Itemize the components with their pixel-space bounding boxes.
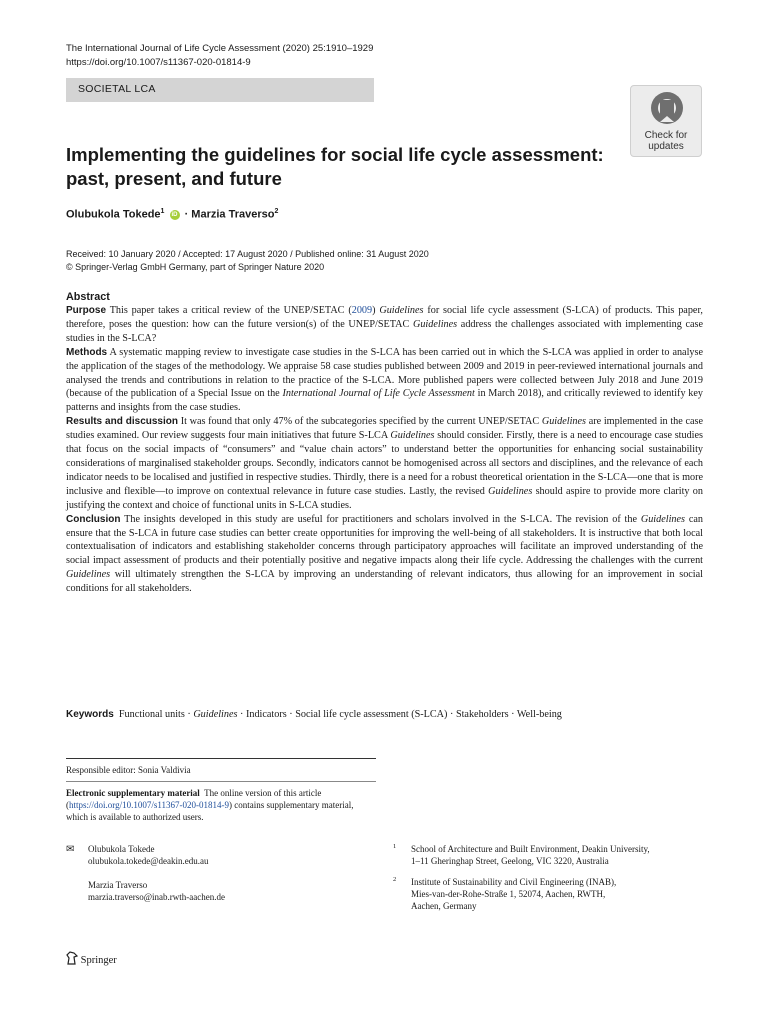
citation-link[interactable]: 2009 — [351, 305, 373, 316]
section-label: SOCIETAL LCA — [78, 83, 156, 95]
orcid-icon[interactable]: iD — [171, 211, 178, 218]
section-bar — [66, 78, 374, 102]
publisher-name: Springer — [80, 955, 117, 966]
corr-author-email[interactable]: marzia.traverso@inab.rwth-aachen.de — [88, 892, 225, 902]
supplementary-material-note: Electronic supplementary material The online version of this article (https://doi.org/10.1007/s11367-020-01814-9) contains supplementary material, which is available to authorized users. — [66, 788, 354, 822]
footnote-rule — [66, 758, 376, 759]
check-for-updates-text: Check for updates — [644, 130, 688, 152]
esm-label: Electronic supplementary material — [66, 788, 200, 798]
results-label: Results and discussion — [66, 416, 178, 428]
springer-logo — [66, 951, 117, 966]
springer-horse-icon — [66, 951, 78, 965]
journal-citation-block — [66, 42, 373, 70]
abstract-results: Results and discussion It was found that only 47% of the subcategories specified by the current UNEP/SETAC Guidelines are implemented in the case studies examined. Our review suggests four main initiatives that future S-LCA Guidelines should consider. Firstly, there is a need to encourage case studies that focus on the social impacts of “consumers” and “value chain actors” to understand better the opportunities for enhancing social sustainability considerations of marginalised stakeholder groups. Secondly, indicators cannot be homogenised across all sectors and disciplines, and the relevance of each indicator needs to be localised and justified in respective studies. Thirdly, there is a need for a robust theoretical orientation in the S-LCA—one that is more inclusive and flexible—to improve on contextual relevance in future case studies. Lastly, the revised Guidelines should aspire to provide more clarity on justifying the context and choice of functional units in S-LCA studies. — [66, 416, 704, 511]
affiliation-marker: 1 — [160, 208, 165, 215]
corr-author-name: Marzia Traverso — [88, 880, 148, 890]
abstract — [66, 291, 703, 596]
keywords-label: Keywords — [66, 709, 114, 720]
abstract-methods: Methods A systematic mapping review to investigate case studies in the S-LCA has been carried out in which the S-LCA was applied in order to analyse the application of the stages of the methodology. We appraise 58 case studies published between 2009 and 2019 in peer-reviewed international journals and analysed the trends and contributions in relation to the practice of the S-LCA. More published papers were collected between July 2018 and June 2019 (because of the publication of a Special Issue on the International Journal of Life Cycle Assessment in March 2018), and critically reviewed to identify key patterns and insights from the case studies. — [66, 346, 703, 414]
affiliation-number: 1 — [393, 843, 397, 850]
envelope-icon: ✉ — [66, 844, 75, 855]
keyword: Stakeholders — [455, 709, 509, 720]
affiliation-marker: 2 — [274, 208, 279, 215]
publication-dates — [66, 248, 429, 274]
abstract-conclusion: Conclusion The insights developed in this study are useful for practitioners and scholars involved in the S-LCA. The revision of the Guidelines can ensure that the S-LCA in future case studies can better create opportunities for improving the well-being of all stakeholders. It is instructive that both local contextualisation of indicators and establishing stakeholder concerns through participatory approaches will facilitate an improved understanding of the social impact assessment of products and their potentially positive and negative impacts along their life cycle. Addressing the challenges with the current Guidelines will ultimately strengthen the S-LCA by improving an understanding of relevant indicators, thus allowing for an improvement in social conditions for all stakeholders. — [66, 513, 703, 595]
author-name[interactable]: Olubukola Tokede — [66, 208, 161, 221]
author-list — [66, 208, 278, 221]
methods-label: Methods — [66, 346, 108, 358]
responsible-editor: Responsible editor: Sonia Valdivia — [66, 765, 191, 775]
supplementary-link[interactable]: https://doi.org/10.1007/s11367-020-01814-9 — [69, 800, 230, 810]
author-separator: · — [184, 208, 189, 221]
abstract-purpose: Purpose This paper takes a critical review of the UNEP/SETAC (2009) Guidelines for social life cycle assessment (S-LCA) of products. This paper, therefore, poses the question: how can the future version(s) of the UNEP/SETAC Guidelines address the challenges associated with implementing case studies in the S-LCA? — [66, 305, 704, 344]
history-dates: Received: 10 January 2020 / Accepted: 17 August 2020 / Published online: 31 August 2020 — [66, 249, 429, 259]
author-name[interactable]: Marzia Traverso — [191, 208, 275, 221]
keyword: Guidelines — [193, 709, 238, 720]
crossmark-icon — [649, 90, 685, 130]
article-doi[interactable]: https://doi.org/10.1007/s11367-020-01814-9 — [66, 57, 251, 68]
footnote-divider — [66, 781, 376, 782]
corr-author-email[interactable]: olubukola.tokede@deakin.edu.au — [88, 856, 209, 866]
journal-citation: The International Journal of Life Cycle Assessment (2020) 25:1910–1929 — [66, 43, 374, 54]
keyword: Social life cycle assessment (S-LCA) — [295, 709, 448, 720]
keyword: Indicators — [245, 709, 287, 720]
abstract-heading: Abstract — [66, 291, 110, 303]
keyword: Well-being — [516, 709, 562, 720]
affiliation-number: 2 — [393, 876, 397, 883]
article-title: Implementing the guidelines for social life cycle assessment: past, present, and future — [66, 144, 604, 189]
keywords: Keywords Functional units · Guidelines · Indicators · Social life cycle assessment (S-LCA) · Stakeholders · Well-being — [66, 709, 562, 720]
correspondence-block — [88, 843, 225, 903]
purpose-label: Purpose — [66, 305, 107, 316]
conclusion-label: Conclusion — [66, 513, 121, 525]
copyright-icon: © — [66, 262, 73, 272]
keyword: Functional units — [118, 709, 185, 720]
copyright-line: © Springer-Verlag GmbH Germany, part of Springer Nature 2020 — [66, 262, 325, 272]
check-for-updates-badge[interactable] — [630, 85, 702, 157]
corr-author-name: Olubukola Tokede — [88, 844, 155, 854]
